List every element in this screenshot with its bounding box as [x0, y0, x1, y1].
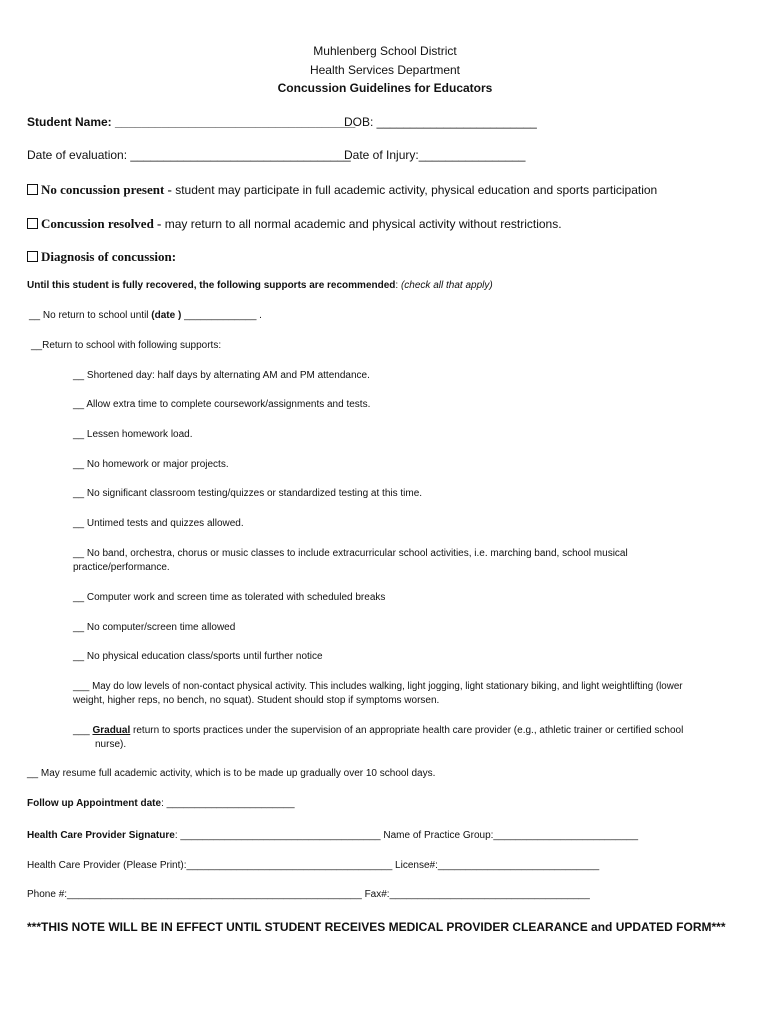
district-name: Muhlenberg School District — [313, 44, 457, 58]
followup-appointment-field[interactable] — [27, 798, 295, 809]
support-item-band-cont: practice/performance. — [73, 562, 170, 573]
gradual-text: return to sports practices under the supervision of an appropriate health care provider (e.g., athletic trainer or certified school — [130, 725, 684, 736]
support-item[interactable]: __ Shortened day: half days by alternating AM and PM attendance. — [73, 370, 370, 381]
support-item-band[interactable]: __ No band, orchestra, chorus or music classes to include extracurricular school activities, i.e. marching band, school musical — [73, 548, 628, 559]
dob-field[interactable]: DOB: ________________________ — [344, 115, 537, 129]
student-name-field[interactable]: Student Name: ____________________________________ — [27, 115, 356, 129]
return-with-supports[interactable]: __Return to school with following supports: — [31, 340, 222, 351]
support-item[interactable]: __ Lessen homework load. — [73, 429, 193, 440]
date-of-evaluation-field[interactable]: Date of evaluation: _________________________________ — [27, 148, 351, 162]
phone-fax-field[interactable]: Phone #:_____________________________________________________ Fax#:____________________________________ — [27, 889, 590, 900]
date-of-injury-field[interactable]: Date of Injury:________________ — [344, 148, 526, 162]
no-return-date-label: (date ) — [151, 310, 182, 321]
support-item-gradual[interactable] — [73, 725, 683, 736]
no-return-prefix: __ No return to school until — [29, 310, 152, 321]
clearance-notice: ***THIS NOTE WILL BE IN EFFECT UNTIL STUDENT RECEIVES MEDICAL PROVIDER CLEARANCE and UPDATED FORM*** — [27, 920, 726, 934]
option-diagnosis[interactable] — [27, 248, 176, 266]
recommendation-bold: Until this student is fully recovered, the following supports are recommended — [27, 280, 396, 291]
checkbox-icon[interactable] — [27, 251, 38, 262]
support-item[interactable]: __ Untimed tests and quizzes allowed. — [73, 518, 244, 529]
support-item-low-levels-cont: weight, higher reps, no bench, no squat). Student should stop if symptoms worsen. — [73, 695, 440, 706]
followup-label: Follow up Appointment date — [27, 798, 162, 809]
checkbox-icon[interactable] — [27, 218, 38, 229]
support-item[interactable]: __ No computer/screen time allowed — [73, 622, 236, 633]
option-resolved-text: may return to all normal academic and physical activity without restrictions. — [161, 217, 562, 231]
provider-print-field[interactable]: Health Care Provider (Please Print):_____________________________________ License#:_____________________________ — [27, 860, 600, 871]
support-item-gradual-cont: nurse). — [95, 739, 127, 750]
recommendation-heading — [27, 280, 493, 291]
gradual-prefix: ___ — [73, 725, 93, 736]
resume-activity-item[interactable]: __ May resume full academic activity, which is to be made up gradually over 10 school days. — [27, 768, 436, 779]
provider-signature-field[interactable] — [27, 830, 638, 841]
option-resolved-bold: Concussion resolved - — [41, 216, 162, 231]
no-return-suffix: _____________ . — [181, 310, 262, 321]
option-no-concussion-text: student may participate in full academic activity, physical education and sports participation — [171, 183, 658, 197]
followup-blank: : _______________________ — [161, 798, 295, 809]
recommendation-colon: : — [395, 280, 401, 291]
form-title: Concussion Guidelines for Educators — [277, 81, 493, 95]
option-concussion-resolved[interactable] — [27, 215, 562, 233]
gradual-label: Gradual — [92, 725, 131, 736]
support-item[interactable]: __ No significant classroom testing/quizzes or standardized testing at this time. — [73, 488, 423, 499]
department-name: Health Services Department — [309, 63, 461, 77]
support-item[interactable]: __ Allow extra time to complete coursework/assignments and tests. — [73, 399, 371, 410]
signature-rest: : ____________________________________ Name of Practice Group:__________________________ — [174, 830, 639, 841]
no-return-line[interactable] — [29, 310, 262, 321]
option-no-concussion-bold: No concussion present - — [41, 182, 172, 197]
support-item[interactable]: __ No physical education class/sports until further notice — [73, 651, 323, 662]
option-no-concussion[interactable] — [27, 181, 657, 199]
signature-label: Health Care Provider Signature — [27, 830, 175, 841]
recommendation-italic: (check all that apply) — [400, 280, 493, 291]
support-item[interactable]: __ Computer work and screen time as tolerated with scheduled breaks — [73, 592, 386, 603]
checkbox-icon[interactable] — [27, 184, 38, 195]
option-diagnosis-bold: Diagnosis of concussion: — [41, 249, 177, 264]
support-item-low-levels[interactable]: ___ May do low levels of non-contact physical activity. This includes walking, light jogging, light stationary biking, and light weightlifting (lower — [73, 681, 683, 692]
support-item[interactable]: __ No homework or major projects. — [73, 459, 229, 470]
